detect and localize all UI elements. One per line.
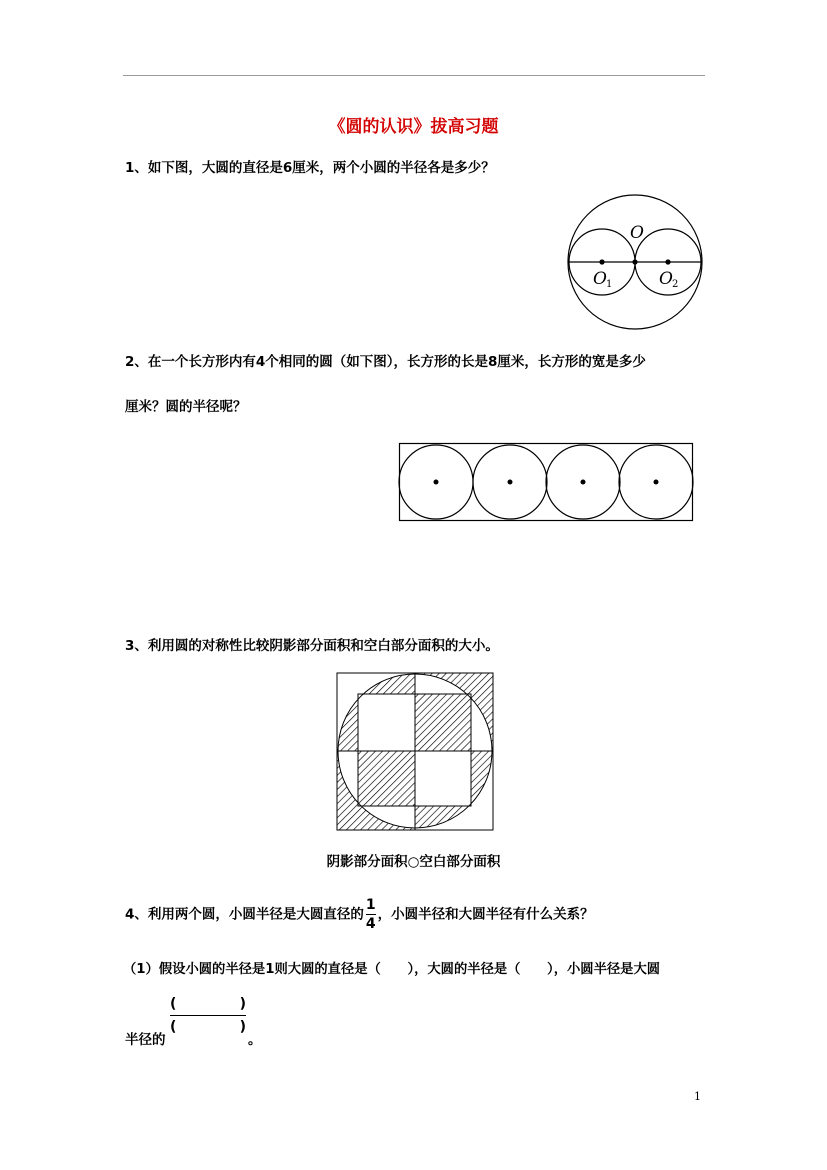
question-1-text: 1、如下图，大圆的直径是6厘米，两个小圆的半径各是多少？ bbox=[125, 160, 495, 176]
paren-open: ( bbox=[170, 1019, 177, 1035]
q2-figure-rectangle-circles bbox=[396, 440, 696, 524]
center-dot-4 bbox=[654, 480, 659, 485]
center-dot-3 bbox=[581, 480, 586, 485]
question-4-sub-1-line-2: 半径的 bbox=[125, 1032, 166, 1048]
q1-figure-circles bbox=[560, 190, 710, 340]
question-4-end-mark: 。 bbox=[248, 1032, 262, 1048]
q3-figure-shaded-square bbox=[334, 672, 496, 834]
question-2-line-2: 厘米？圆的半径呢？ bbox=[125, 399, 247, 415]
question-4-sub-1: （1）假设小圆的半径是1则大圆的直径是（ ），大圆的半径是（ ），小圆半径是大圆 bbox=[123, 962, 661, 977]
q4-text-after: ，小圆半径和大圆半径有什么关系？ bbox=[377, 906, 594, 923]
q4-text-before: 4、利用两个圆，小圆半径是大圆直径的 bbox=[125, 906, 364, 923]
label-O1: O bbox=[593, 269, 607, 289]
center-O bbox=[632, 259, 637, 264]
question-2-line-1: 2、在一个长方形内有4个相同的圆（如下图），长方形的长是8厘米，长方形的宽是多少 bbox=[125, 354, 646, 370]
label-O2: O bbox=[659, 269, 673, 289]
label-O: O bbox=[630, 223, 644, 243]
page-number: 1 bbox=[694, 1090, 701, 1103]
fraction-numerator: 1 bbox=[365, 897, 376, 913]
paren-open: ( bbox=[170, 996, 177, 1012]
fraction-bar bbox=[366, 914, 376, 915]
center-O1 bbox=[599, 259, 604, 264]
header-rule bbox=[123, 75, 705, 76]
blank-numerator[interactable] bbox=[170, 996, 246, 1012]
center-dot-1 bbox=[434, 480, 439, 485]
label-O2-sub: 2 bbox=[672, 279, 679, 290]
paren-close: ) bbox=[239, 1019, 246, 1035]
fraction-one-quarter bbox=[366, 898, 376, 931]
paren-close: ) bbox=[239, 996, 246, 1012]
fraction-denominator: 4 bbox=[365, 916, 376, 932]
question-3-text: 3、利用圆的对称性比较阴影部分面积和空白部分面积的大小。 bbox=[125, 638, 499, 654]
page-title: 《圆的认识》拔高习题 bbox=[328, 117, 499, 137]
question-4-text bbox=[125, 898, 594, 931]
center-O2 bbox=[665, 259, 670, 264]
q3-caption: 阴影部分面积○空白部分面积 bbox=[326, 854, 501, 870]
center-dot-2 bbox=[508, 480, 513, 485]
label-O1-sub: 1 bbox=[606, 279, 613, 290]
blank-fraction-bar bbox=[170, 1015, 246, 1016]
blank-denominator[interactable] bbox=[170, 1019, 246, 1035]
answer-blank-fraction[interactable] bbox=[170, 996, 246, 1035]
